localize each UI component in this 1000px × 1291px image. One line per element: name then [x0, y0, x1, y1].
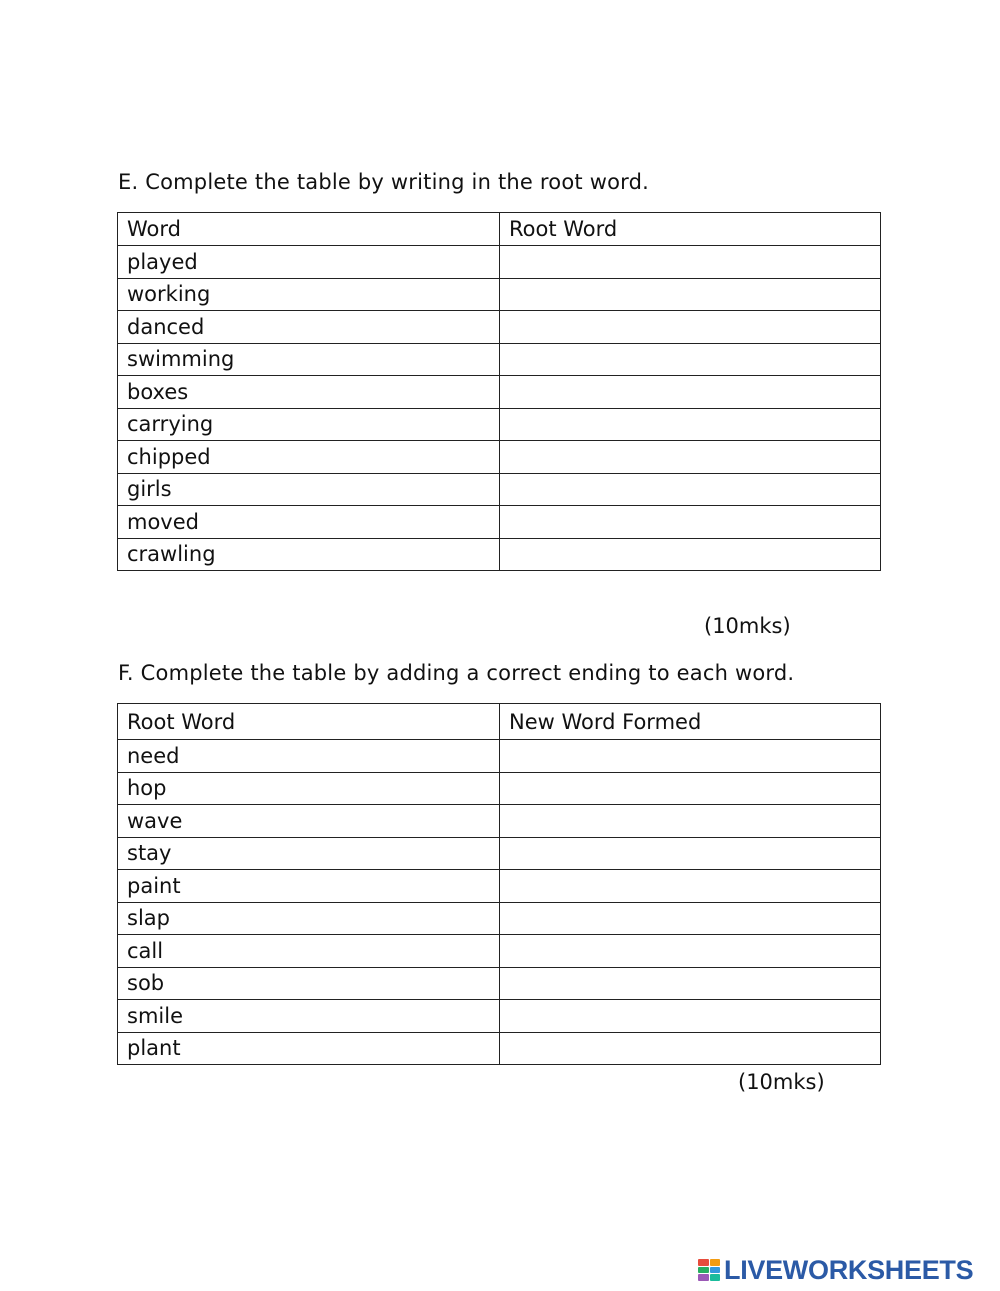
answer-cell[interactable]: [500, 902, 881, 935]
table-row: [118, 772, 881, 805]
answer-cell[interactable]: [500, 805, 881, 838]
table-row: [118, 506, 881, 539]
column-header-root-word: Root Word: [500, 213, 881, 246]
logo-square: [698, 1274, 709, 1281]
section-e-marks: (10mks): [704, 614, 791, 638]
answer-cell[interactable]: [500, 538, 881, 571]
logo-square: [698, 1259, 709, 1266]
word-cell: carrying: [118, 408, 500, 441]
word-cell: chipped: [118, 441, 500, 474]
answer-cell[interactable]: [500, 311, 881, 344]
word-cell: call: [118, 935, 500, 968]
table-row: [118, 408, 881, 441]
word-cell: smile: [118, 1000, 500, 1033]
logo-square: [710, 1259, 721, 1266]
new-word-table: [117, 703, 881, 1065]
word-cell: need: [118, 740, 500, 773]
logo-square: [710, 1267, 721, 1274]
answer-cell[interactable]: [500, 740, 881, 773]
column-header-word: Word: [118, 213, 500, 246]
answer-cell[interactable]: [500, 343, 881, 376]
brand-name: LIVEWORKSHEETS: [724, 1254, 974, 1285]
answer-cell[interactable]: [500, 278, 881, 311]
column-header-new-word-formed: New Word Formed: [500, 704, 881, 740]
table-row: [118, 870, 881, 903]
table-row: [118, 441, 881, 474]
answer-cell[interactable]: [500, 376, 881, 409]
answer-cell[interactable]: [500, 1000, 881, 1033]
word-cell: wave: [118, 805, 500, 838]
word-cell: crawling: [118, 538, 500, 571]
word-cell: swimming: [118, 343, 500, 376]
answer-cell[interactable]: [500, 1032, 881, 1065]
section-f-marks: (10mks): [738, 1070, 825, 1094]
word-cell: moved: [118, 506, 500, 539]
table-body: [118, 213, 881, 571]
table-row: [118, 837, 881, 870]
table-row: [118, 740, 881, 773]
answer-cell[interactable]: [500, 935, 881, 968]
table-header-row: [118, 704, 881, 740]
table-row: [118, 473, 881, 506]
table-row: [118, 376, 881, 409]
word-cell: plant: [118, 1032, 500, 1065]
table-row: [118, 935, 881, 968]
table-row: [118, 311, 881, 344]
table-row: [118, 538, 881, 571]
table-row: [118, 902, 881, 935]
answer-cell[interactable]: [500, 473, 881, 506]
table-body: [118, 704, 881, 1065]
table-row: [118, 246, 881, 279]
word-cell: stay: [118, 837, 500, 870]
table-row: [118, 1032, 881, 1065]
liveworksheets-branding[interactable]: [698, 1254, 973, 1286]
answer-cell[interactable]: [500, 408, 881, 441]
section-e-heading: E. Complete the table by writing in the root word.: [118, 170, 649, 194]
word-cell: paint: [118, 870, 500, 903]
answer-cell[interactable]: [500, 967, 881, 1000]
word-cell: sob: [118, 967, 500, 1000]
table-row: [118, 805, 881, 838]
word-cell: slap: [118, 902, 500, 935]
answer-cell[interactable]: [500, 506, 881, 539]
liveworksheets-logo-icon: [698, 1259, 720, 1281]
word-cell: hop: [118, 772, 500, 805]
word-cell: girls: [118, 473, 500, 506]
answer-cell[interactable]: [500, 772, 881, 805]
table-header-row: [118, 213, 881, 246]
answer-cell[interactable]: [500, 837, 881, 870]
section-f-heading: F. Complete the table by adding a correct ending to each word.: [118, 661, 795, 685]
table-row: [118, 343, 881, 376]
word-cell: boxes: [118, 376, 500, 409]
word-cell: danced: [118, 311, 500, 344]
table-row: [118, 1000, 881, 1033]
answer-cell[interactable]: [500, 246, 881, 279]
logo-square: [698, 1267, 709, 1274]
logo-square: [710, 1274, 721, 1281]
table-row: [118, 967, 881, 1000]
root-word-table: [117, 212, 881, 571]
column-header-root-word: Root Word: [118, 704, 500, 740]
table-row: [118, 278, 881, 311]
answer-cell[interactable]: [500, 441, 881, 474]
answer-cell[interactable]: [500, 870, 881, 903]
word-cell: working: [118, 278, 500, 311]
word-cell: played: [118, 246, 500, 279]
